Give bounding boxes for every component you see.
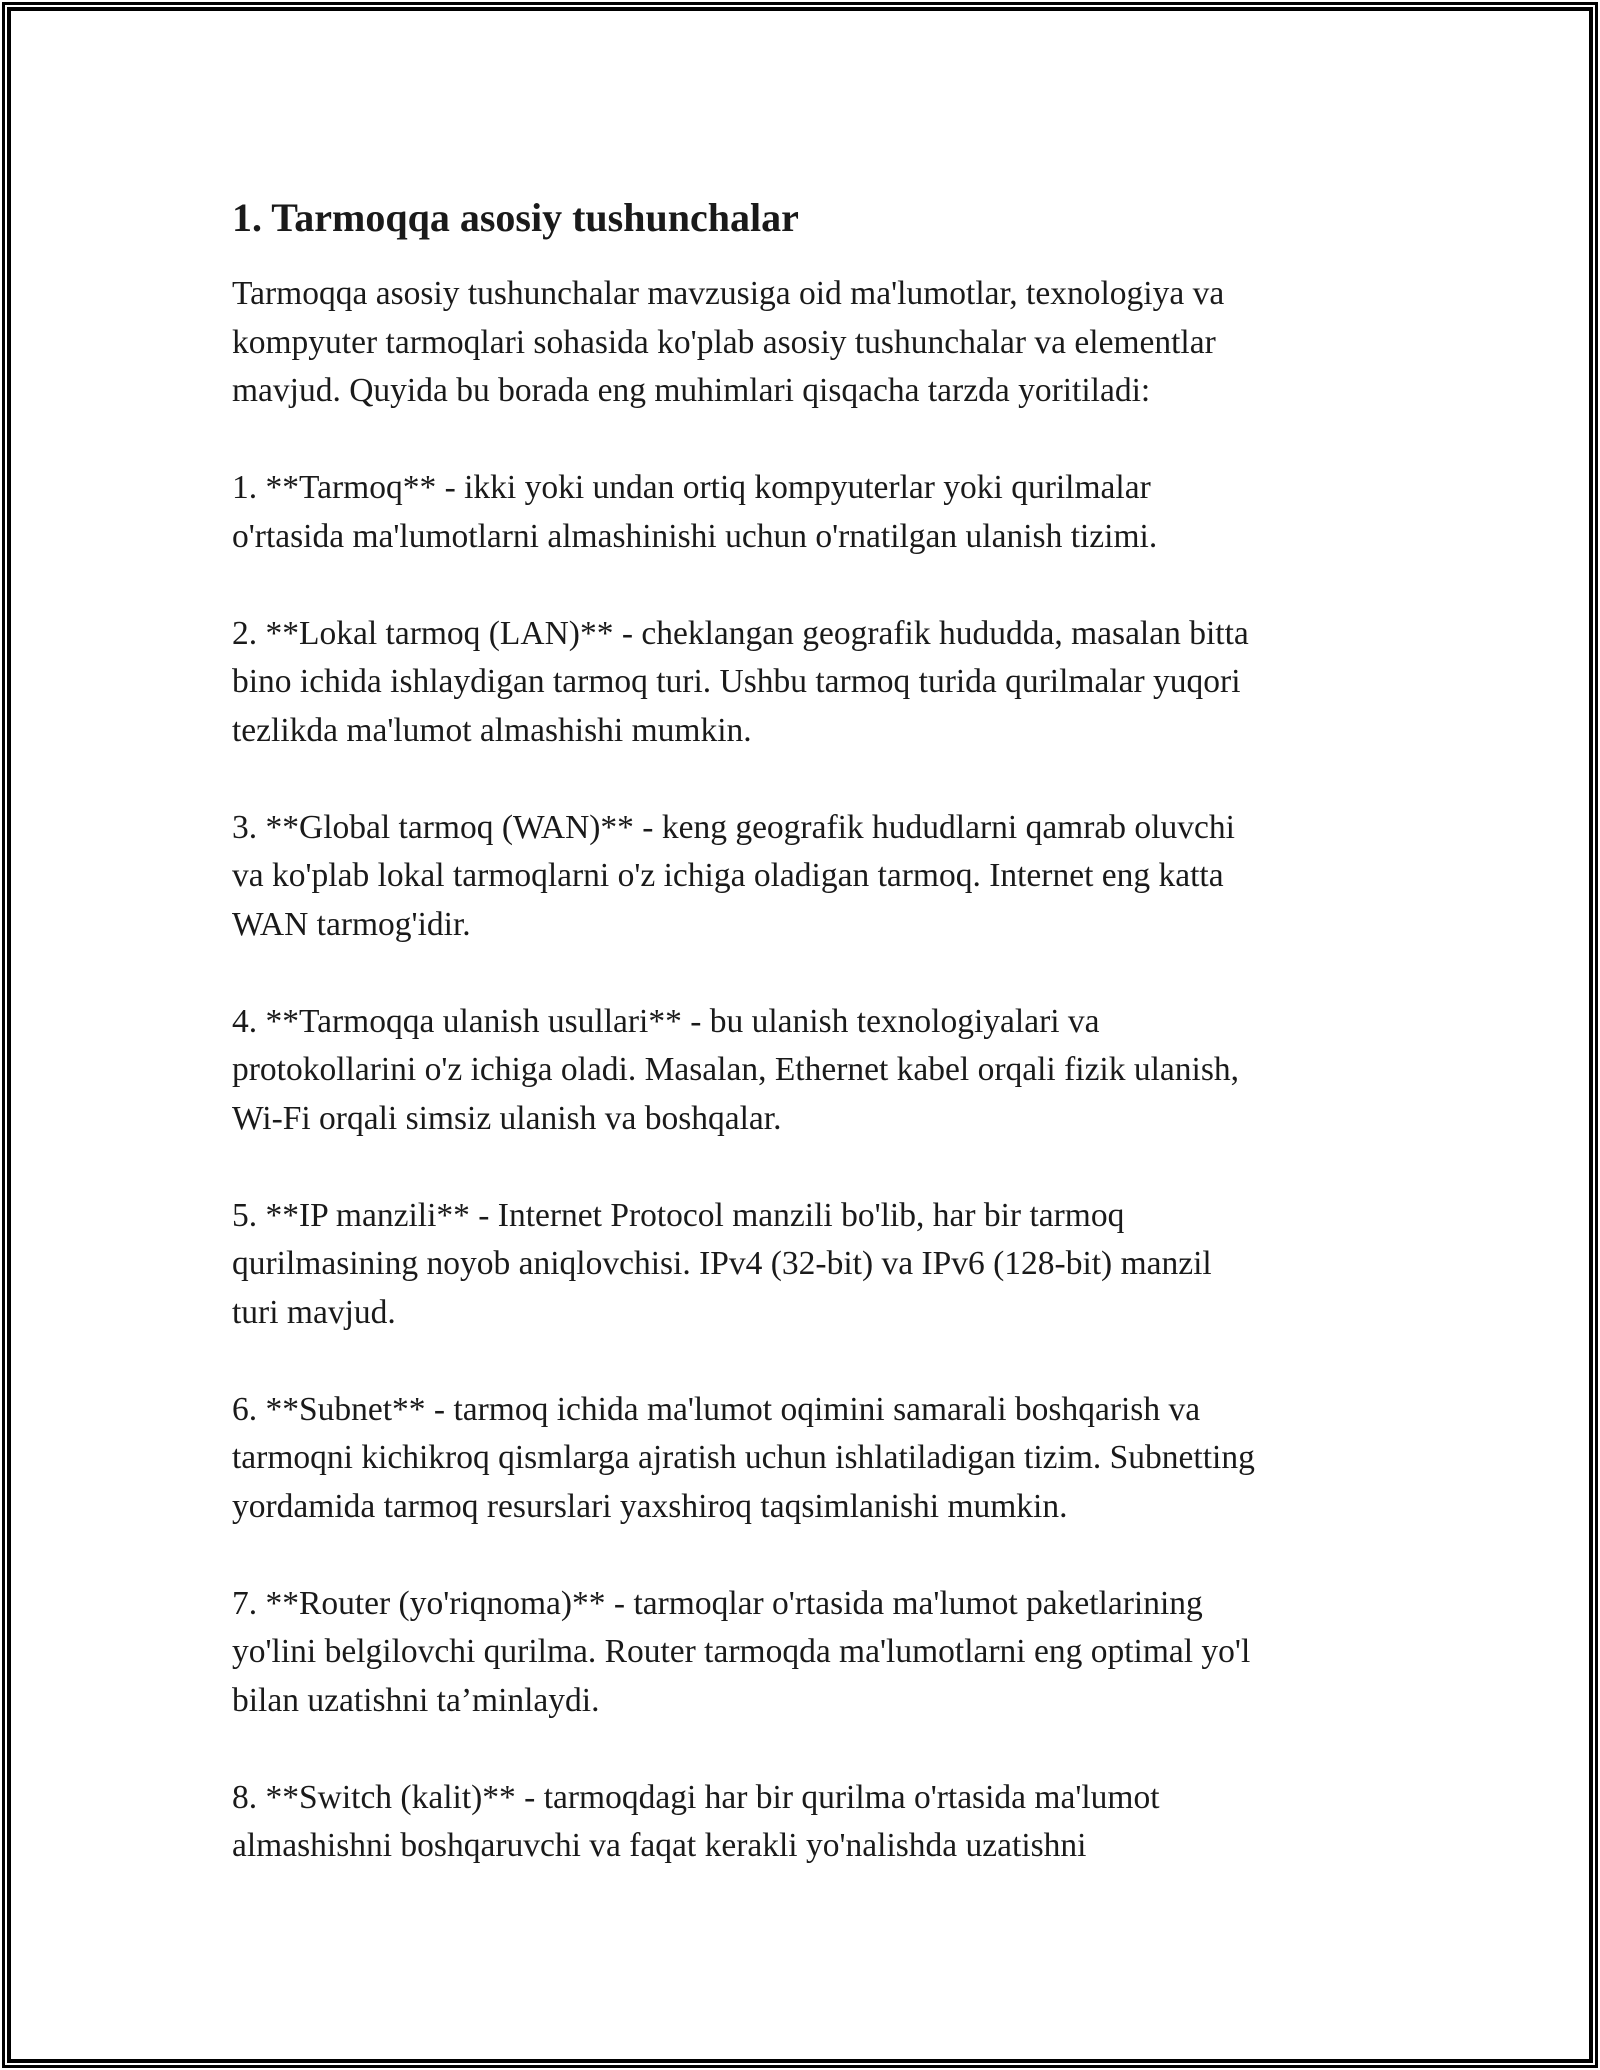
text-line: protokollarini o'z ichiga oladi. Masalan, Ethernet kabel orqali fizik ulanish, (232, 1051, 1240, 1088)
text-line: qurilmasining noyob aniqlovchisi. IPv4 (32-bit) va IPv6 (128-bit) manzil (232, 1245, 1212, 1282)
text-line: tezlikda ma'lumot almashishi mumkin. (232, 711, 752, 749)
text-line: 1. **Tarmoq** - ikki yoki undan ortiq kompyuterlar yoki qurilmalar (232, 469, 1151, 506)
text-line: 2. **Lokal tarmoq (LAN)** - cheklangan geografik hududda, masalan bitta (232, 614, 1249, 652)
text-line: o'rtasida ma'lumotlarni almashinishi uchun o'rnatilgan ulanish tizimi. (232, 517, 1158, 555)
paragraph-item-2-lokal-tarmoq (232, 610, 1520, 756)
text-line: va ko'plab lokal tarmoqlarni o'z ichiga oladigan tarmoq. Internet eng katta (232, 857, 1224, 894)
text-line: kompyuter tarmoqlari sohasida ko'plab asosiy tushunchalar va elementlar (232, 323, 1216, 361)
text-line: yo'lini belgilovchi qurilma. Router tarmoqda ma'lumotlarni eng optimal yo'l (232, 1633, 1251, 1670)
text-line: 5. **IP manzili** - Internet Protocol manzili bo'lib, har bir tarmoq (232, 1196, 1125, 1234)
text-line: 4. **Tarmoqqa ulanish usullari** - bu ulanish texnologiyalari va (232, 1002, 1100, 1040)
paragraph-item-4-ulanish-usullari (232, 998, 1520, 1144)
paragraph-intro (232, 270, 1520, 416)
paragraph-item-1-tarmoq (232, 464, 1520, 561)
paragraph-item-8-switch (232, 1774, 1520, 1871)
text-line: 3. **Global tarmoq (WAN)** - keng geografik hududlarni qamrab oluvchi (232, 808, 1235, 846)
text-line: bilan uzatishni ta’minlaydi. (232, 1681, 600, 1719)
text-line: 7. **Router (yo'riqnoma)** - tarmoqlar o'rtasida ma'lumot paketlarining (232, 1584, 1203, 1622)
paragraph-item-3-global-tarmoq (232, 804, 1520, 950)
text-line: tarmoqni kichikroq qismlarga ajratish uchun ishlatiladigan tizim. Subnetting (232, 1439, 1255, 1476)
text-line: yordamida tarmoq resurslari yaxshiroq taqsimlanishi mumkin. (232, 1487, 1068, 1525)
text-line: bino ichida ishlaydigan tarmoq turi. Ushbu tarmoq turida qurilmalar yuqori (232, 663, 1241, 700)
paragraph-item-7-router (232, 1580, 1520, 1726)
paragraph-item-5-ip-manzili (232, 1192, 1520, 1338)
text-line: mavjud. Quyida bu borada eng muhimlari qisqacha tarzda yoritiladi: (232, 372, 1151, 409)
text-line: 6. **Subnet** - tarmoq ichida ma'lumot oqimini samarali boshqarish va (232, 1390, 1201, 1428)
document-heading: 1. Tarmoqqa asosiy tushunchalar (232, 195, 799, 240)
paragraph-item-6-subnet (232, 1386, 1520, 1532)
text-line: almashishni boshqaruvchi va faqat kerakli yo'nalishda uzatishni (232, 1827, 1087, 1864)
text-line: WAN tarmog'idir. (232, 905, 471, 943)
text-line: 8. **Switch (kalit)** - tarmoqdagi har bir qurilma o'rtasida ma'lumot (232, 1778, 1160, 1816)
text-line: Wi-Fi orqali simsiz ulanish va boshqalar. (232, 1099, 782, 1137)
text-line: turi mavjud. (232, 1293, 396, 1331)
text-line: Tarmoqqa asosiy tushunchalar mavzusiga oid ma'lumotlar, texnologiya va (232, 275, 1225, 312)
